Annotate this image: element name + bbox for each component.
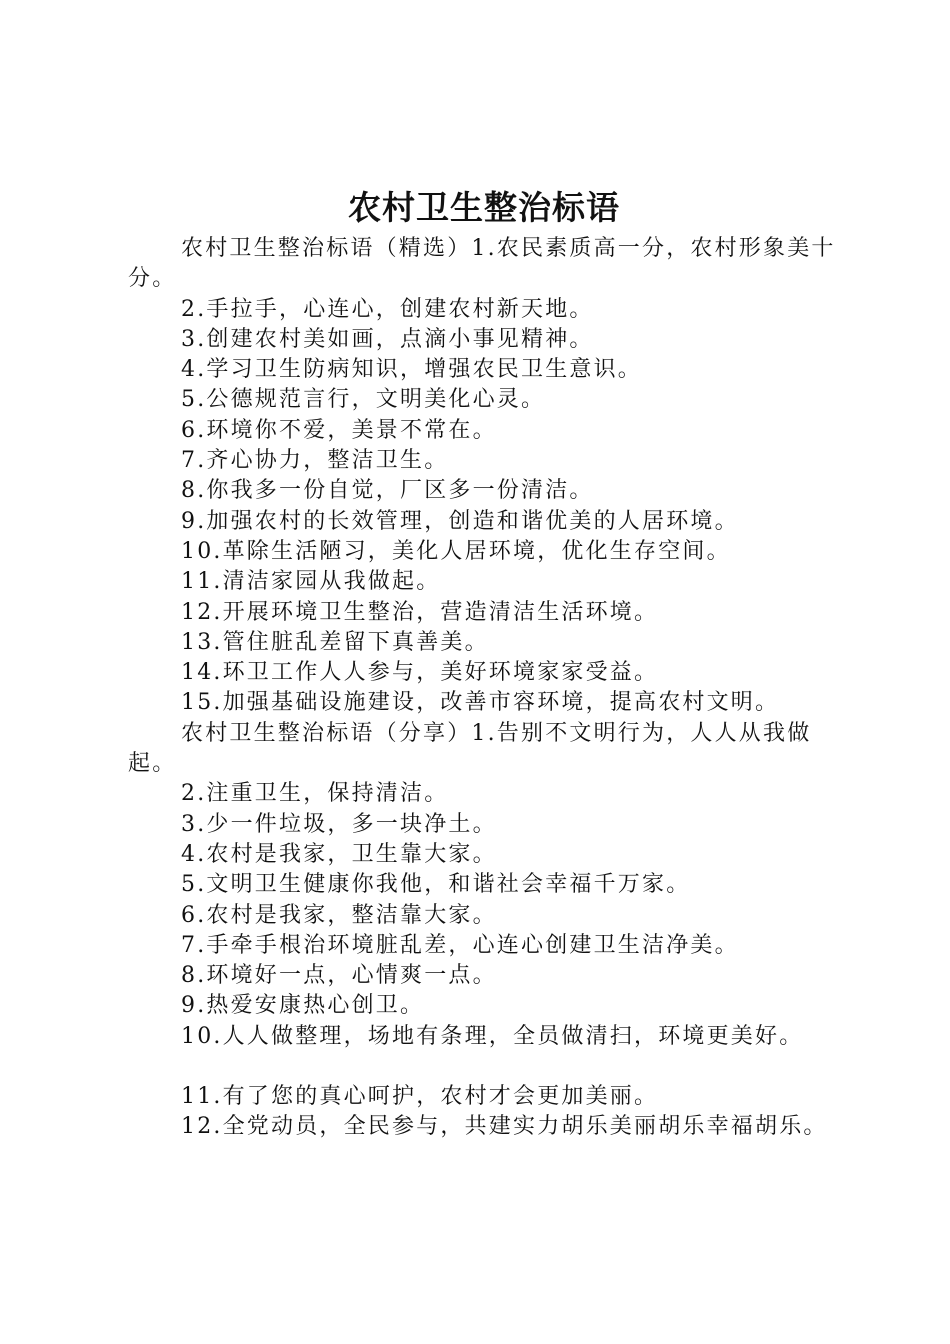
paragraph: 14.环卫工作人人参与，美好环境家家受益。	[181, 660, 659, 686]
blank-line	[128, 1052, 840, 1082]
paragraph: 3.少一件垃圾，多一块净土。	[181, 811, 497, 837]
paragraph: 7.手牵手根治环境脏乱差，心连心创建卫生洁净美。	[181, 932, 739, 958]
paragraph: 5.公德规范言行，文明美化心灵。	[181, 387, 546, 413]
paragraph: 4.学习卫生防病知识，增强农民卫生意识。	[181, 357, 642, 383]
paragraph: 农村卫生整治标语（分享）1.告别不文明行为，人人从我做起。	[128, 720, 812, 777]
paragraph: 15.加强基础设施建设，改善市容环境，提高农村文明。	[181, 690, 780, 716]
paragraph: 2.注重卫生，保持清洁。	[181, 781, 449, 807]
document-page	[128, 186, 840, 1143]
paragraph: 11.有了您的真心呵护，农村才会更加美丽。	[181, 1084, 659, 1110]
paragraph: 12.全党动员，全民参与，共建实力胡乐美丽胡乐幸福胡乐。	[181, 1114, 828, 1140]
paragraph: 5.文明卫生健康你我他，和谐社会幸福千万家。	[181, 872, 691, 898]
paragraph: 12.开展环境卫生整治，营造清洁生活环境。	[181, 599, 659, 625]
paragraph: 2.手拉手，心连心，创建农村新天地。	[181, 296, 594, 322]
paragraph: 农村卫生整治标语（精选）1.农民素质高一分，农村形象美十分。	[128, 236, 836, 292]
paragraph: 10.人人做整理，场地有条理，全员做清扫，环境更美好。	[181, 1023, 804, 1049]
paragraph: 13.管住脏乱差留下真善美。	[181, 629, 489, 655]
paragraph: 7.齐心协力，整洁卫生。	[181, 448, 449, 474]
document-body	[128, 234, 840, 1143]
paragraph: 10.革除生活陋习，美化人居环境，优化生存空间。	[181, 538, 731, 564]
paragraph: 3.创建农村美如画，点滴小事见精神。	[181, 326, 594, 352]
paragraph: 6.环境你不爱，美景不常在。	[181, 417, 497, 443]
document-title: 农村卫生整治标语	[348, 188, 620, 227]
paragraph: 8.你我多一份自觉，厂区多一份清洁。	[181, 478, 594, 504]
paragraph: 4.农村是我家，卫生靠大家。	[181, 841, 497, 867]
paragraph: 6.农村是我家，整洁靠大家。	[181, 902, 497, 928]
paragraph: 9.加强农村的长效管理，创造和谐优美的人居环境。	[181, 508, 739, 534]
paragraph: 11.清洁家园从我做起。	[181, 569, 441, 595]
paragraph: 8.环境好一点，心情爽一点。	[181, 963, 497, 989]
paragraph: 9.热爱安康热心创卫。	[181, 993, 425, 1019]
